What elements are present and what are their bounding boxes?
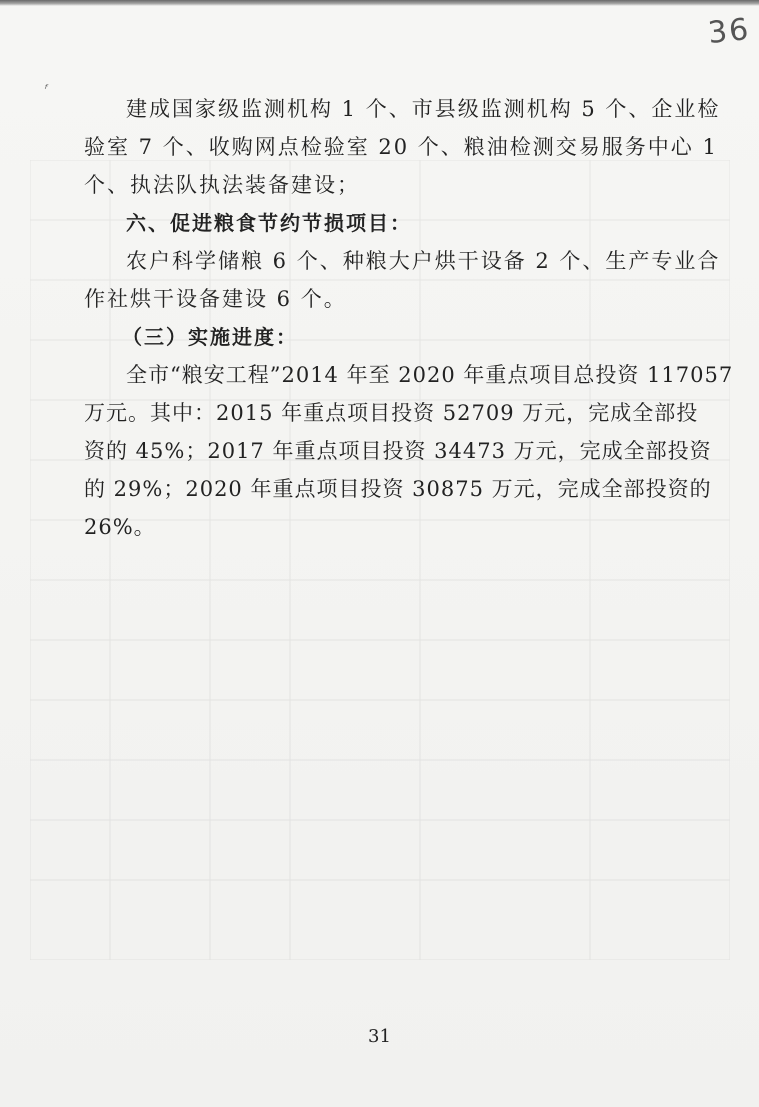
paragraph-line: 作社烘干设备建设 6 个。 [84, 287, 347, 311]
section-heading-6: 六、促进粮食节约节损项目： [126, 211, 412, 235]
paragraph-line: 建成国家级监测机构 1 个、市县级监测机构 5 个、企业检 [126, 97, 721, 121]
paragraph-line: 农户科学储粮 6 个、种粮大户烘干设备 2 个、生产专业合 [126, 249, 721, 273]
scan-edge-shadow [0, 0, 759, 6]
paragraph-line: 个、执法队执法装备建设； [84, 173, 360, 197]
paragraph-line: 全市“粮安工程”2014 年至 2020 年重点项目总投资 117057 [126, 363, 734, 387]
paragraph-line: 的 29%；2020 年重点项目投资 30875 万元，完成全部投资的 [84, 477, 712, 501]
paragraph-line: 验室 7 个、收购网点检验室 20 个、粮油检测交易服务中心 1 [84, 135, 718, 159]
page-number: 31 [368, 1026, 391, 1047]
section-heading-3: （三）实施进度： [122, 325, 298, 349]
handwritten-page-note: 36 [706, 11, 752, 52]
document-body [84, 96, 734, 552]
paragraph-line: 资的 45%；2017 年重点项目投资 34473 万元，完成全部投资 [84, 439, 712, 463]
paragraph-line: 万元。其中：2015 年重点项目投资 52709 万元，完成全部投 [84, 401, 699, 425]
margin-mark: ᶠ [41, 81, 50, 97]
paragraph-line: 26%。 [84, 515, 156, 539]
